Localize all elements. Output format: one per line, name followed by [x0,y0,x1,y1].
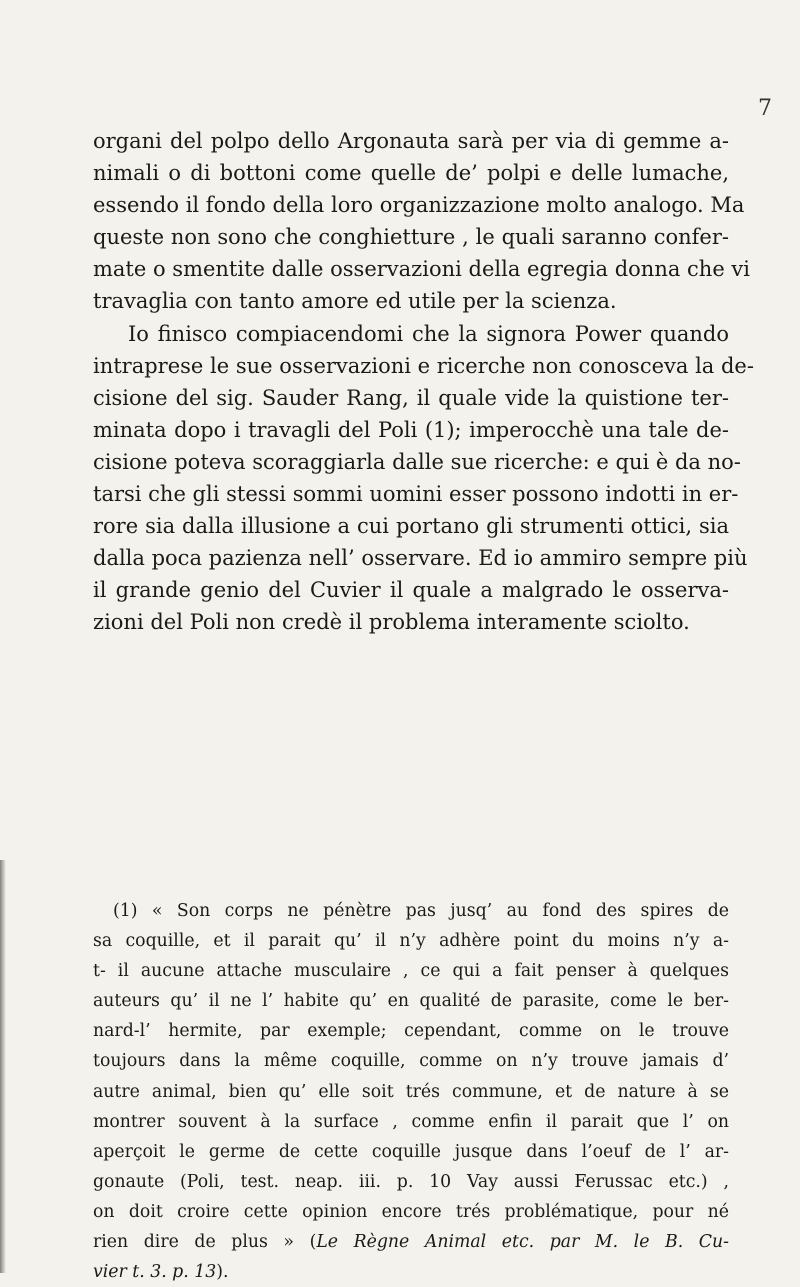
footnote-line-last [93,1257,729,1287]
body-line: minata dopo i travagli del Poli (1); imperocchè una tale de- [93,417,729,442]
page-mark: 7 [758,96,772,121]
footnote-line: montrer souvent à la surface , comme enfin il parait que l’ on [93,1111,729,1132]
body-text [93,125,754,639]
footnote-text: rien dire de plus » [93,1232,294,1253]
body-line: organi del polpo dello Argonauta sarà per via di gemme a- [93,129,729,153]
footnote-line: on doit croire cette opinion encore trés problématique, pour né [93,1201,729,1222]
citation-title: Le Règne Animal etc. par M. le B. Cu- [316,1232,729,1253]
footnote-line: toujours dans la même coquille, comme on n’y trouve jamais d’ [93,1051,729,1072]
body-line: tarsi che gli stessi sommi uomini esser possono indotti in er- [93,482,739,507]
body-line: intraprese le sue osservazioni e ricerche non conosceva la de- [93,353,754,378]
footnote-line: t- il aucune attache musculaire , ce qui a fait penser à quelques [93,961,729,982]
citation-reference: vier t. 3. p. 13 [93,1262,217,1283]
body-line: essendo il fondo della loro organizzazione molto analogo. Ma [93,193,745,218]
body-line: nimali o di bottoni come quelle de’ polpi e delle lumache, [93,161,729,186]
body-line: cisione del sig. Sauder Rang, il quale vide la quistione ter- [93,385,729,410]
citation-close: ). [216,1262,229,1283]
footnote-line: gonaute (Poli, test. neap. iii. p. 10 Vay aussi Ferussac etc.) , [93,1171,729,1192]
body-line: mate o smentite dalle osservazioni della egregia donna che vi [93,257,751,282]
body-line: dalla poca pazienza nell’ osservare. Ed io ammiro sempre più [93,546,748,571]
body-line: il grande genio del Cuvier il quale a malgrado le osserva- [93,578,729,603]
footnote-line: (1) « Son corps ne pénètre pas jusq’ au fond des spires de [113,901,729,921]
footnote-line: auteurs qu’ il ne l’ habite qu’ en qualité de parasite, come le ber- [93,991,729,1012]
footnote [93,896,729,1287]
citation-open: ( [294,1232,317,1253]
body-line: rore sia dalla illusione a cui portano gli strumenti ottici, sia [93,514,729,539]
body-line: travaglia con tanto amore ed utile per la scienza. [93,289,617,314]
footnote-line: autre animal, bien qu’ elle soit trés commune, et de nature à se [93,1081,729,1102]
body-line: queste non sono che conghietture , le quali saranno confer- [93,225,729,250]
footnote-line: aperçoit le germe de cette coquille jusque dans l’oeuf de l’ ar- [93,1141,729,1162]
body-line: cisione poteva scoraggiarla dalle sue ricerche: e qui è da no- [93,449,741,474]
footnote-line-with-citation [93,1227,729,1257]
body-line: Io finisco compiacendomi che la signora Power quando [128,321,729,346]
page-edge-shadow [0,860,6,1273]
body-line: zioni del Poli non credè il problema interamente sciolto. [93,610,690,635]
footnote-line: nard-l’ hermite, par exemple; cependant, comme on le trouve [93,1021,729,1042]
footnote-line: sa coquille, et il parait qu’ il n’y adhère point du moins n’y a- [93,931,729,952]
